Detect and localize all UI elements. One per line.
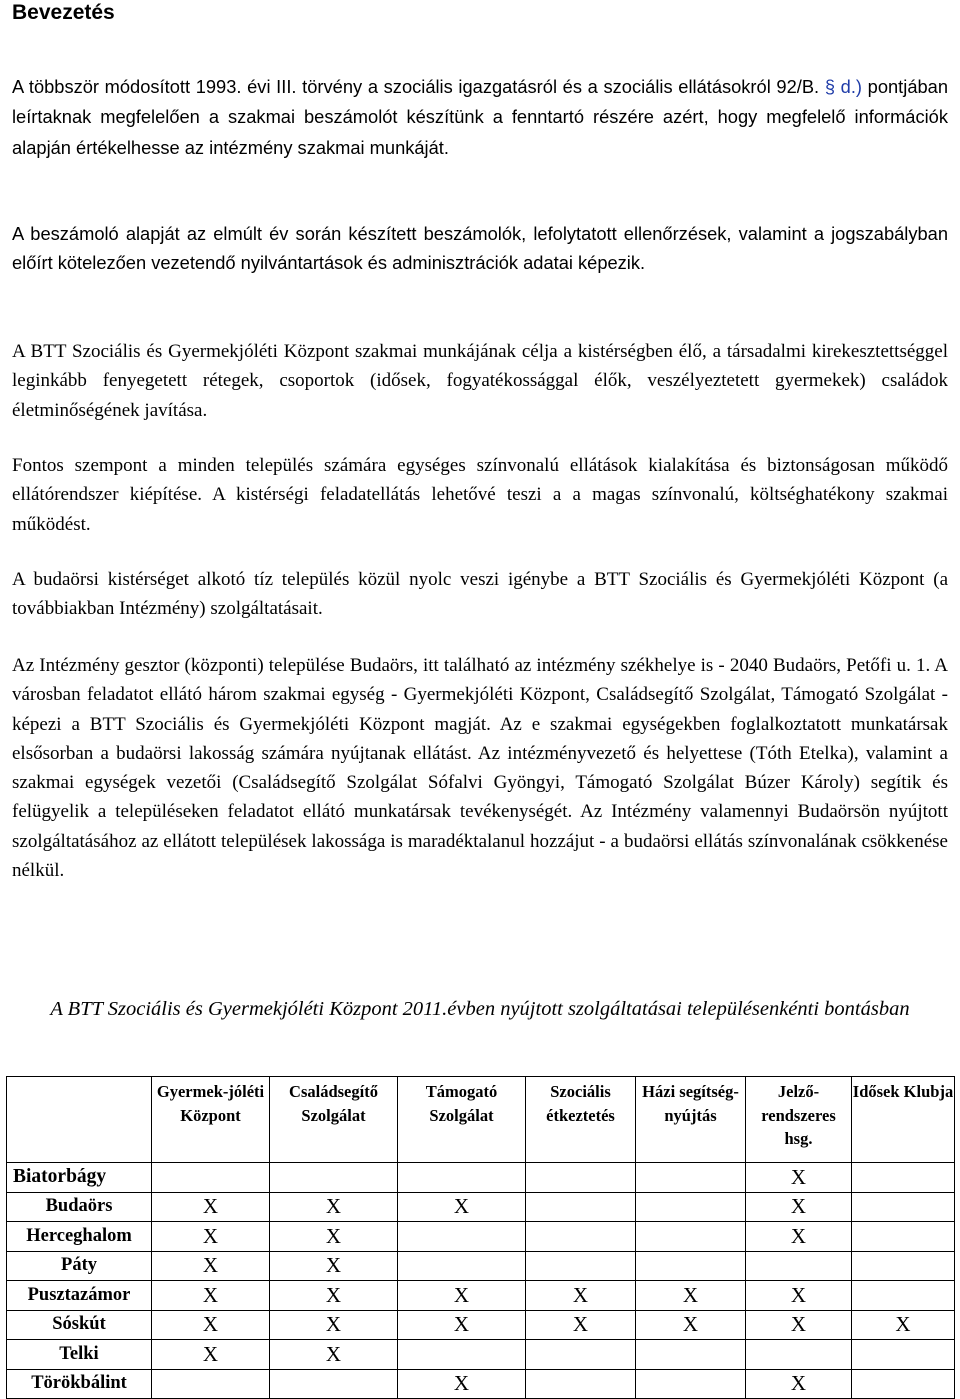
service-mark-cell: X bbox=[152, 1192, 270, 1222]
service-mark-cell bbox=[270, 1369, 398, 1399]
paragraph-basis: A beszámoló alapját az elmúlt év során készített beszámolók, lefolytatott ellenőrzések, valamint a jogszabályban előírt kötelezően vezetendő nyilvántartások és adminisztrációk adatai képezik. bbox=[12, 223, 948, 274]
service-mark-cell: X bbox=[746, 1369, 852, 1399]
service-mark-cell: X bbox=[526, 1281, 636, 1311]
section-reference-link[interactable]: § d.) bbox=[824, 76, 862, 97]
service-mark-cell: X bbox=[398, 1310, 526, 1340]
service-mark-cell: X bbox=[746, 1222, 852, 1252]
service-mark-cell: X bbox=[852, 1310, 955, 1340]
service-mark-cell bbox=[398, 1163, 526, 1193]
service-mark-cell: X bbox=[526, 1310, 636, 1340]
service-mark-cell bbox=[636, 1192, 746, 1222]
service-mark-cell bbox=[636, 1369, 746, 1399]
column-header: Gyermek-jóléti Központ bbox=[152, 1077, 270, 1163]
settlement-name: Budaörs bbox=[7, 1192, 152, 1222]
paragraph-priority: Fontos szempont a minden település számára egységes színvonalú ellátások kialakítása és biztonságosan működő ellátórendszer kiépítése. A kistérségi feladatellátás lehetővé teszi a a magas színvonalú, költséghatékony szakmai működést. bbox=[12, 455, 948, 535]
service-mark-cell bbox=[526, 1163, 636, 1193]
table-row bbox=[7, 1369, 955, 1399]
column-header: Házi segítség-nyújtás bbox=[636, 1077, 746, 1163]
settlement-name: Törökbálint bbox=[7, 1369, 152, 1399]
service-mark-cell: X bbox=[270, 1340, 398, 1370]
table-header-row bbox=[7, 1077, 955, 1163]
service-mark-cell: X bbox=[270, 1251, 398, 1281]
service-mark-cell: X bbox=[746, 1163, 852, 1193]
service-mark-cell bbox=[746, 1340, 852, 1370]
service-mark-cell: X bbox=[398, 1281, 526, 1311]
service-mark-cell bbox=[398, 1251, 526, 1281]
service-mark-cell bbox=[636, 1251, 746, 1281]
paragraph-goal: A BTT Szociális és Gyermekjóléti Központ szakmai munkájának célja a kistérségben élő, a társadalmi kirekesztettséggel leginkább fenyegetett rétegek, csoportok (idősek, fogyatékossággal élők, veszélyeztetett gyermekek) családok életminőségének javítása. bbox=[12, 341, 948, 421]
table-row bbox=[7, 1281, 955, 1311]
paragraph-intro bbox=[12, 72, 948, 163]
service-mark-cell bbox=[746, 1251, 852, 1281]
service-mark-cell: X bbox=[270, 1310, 398, 1340]
service-mark-cell bbox=[398, 1340, 526, 1370]
service-mark-cell: X bbox=[398, 1369, 526, 1399]
service-mark-cell: X bbox=[270, 1192, 398, 1222]
service-mark-cell: X bbox=[152, 1310, 270, 1340]
service-mark-cell bbox=[526, 1192, 636, 1222]
table-row bbox=[7, 1340, 955, 1370]
service-mark-cell bbox=[398, 1222, 526, 1252]
table-row bbox=[7, 1163, 955, 1193]
table-row bbox=[7, 1251, 955, 1281]
service-mark-cell: X bbox=[746, 1192, 852, 1222]
settlement-name: Pusztazámor bbox=[7, 1281, 152, 1311]
service-mark-cell: X bbox=[636, 1281, 746, 1311]
header-empty-cell bbox=[7, 1077, 152, 1163]
service-mark-cell: X bbox=[746, 1310, 852, 1340]
column-header: Családsegítő Szolgálat bbox=[270, 1077, 398, 1163]
service-mark-cell bbox=[852, 1369, 955, 1399]
table-caption: A BTT Szociális és Gyermekjóléti Központ 2011.évben nyújtott szolgáltatásai településenkénti bontásban bbox=[50, 998, 910, 1020]
service-mark-cell: X bbox=[152, 1251, 270, 1281]
service-mark-cell: X bbox=[746, 1281, 852, 1311]
paragraph-intro-rest: pontjában leírtaknak megfelelően a szakmai beszámolót készítünk a fenntartó részére azért, hogy megfelelő információk alapján értékelhesse az intézmény szakmai munkáját. bbox=[12, 76, 948, 158]
service-mark-cell: X bbox=[152, 1281, 270, 1311]
service-mark-cell: X bbox=[636, 1310, 746, 1340]
table-row bbox=[7, 1192, 955, 1222]
settlement-name: Biatorbágy bbox=[7, 1163, 152, 1193]
page-heading: Bevezetés bbox=[12, 1, 115, 24]
service-mark-cell bbox=[636, 1340, 746, 1370]
column-header: Jelző-rendszeres hsg. bbox=[746, 1077, 852, 1163]
service-mark-cell bbox=[152, 1369, 270, 1399]
service-mark-cell bbox=[636, 1163, 746, 1193]
service-mark-cell: X bbox=[270, 1281, 398, 1311]
service-mark-cell bbox=[852, 1163, 955, 1193]
service-mark-cell: X bbox=[270, 1222, 398, 1252]
service-mark-cell bbox=[852, 1340, 955, 1370]
service-mark-cell: X bbox=[152, 1222, 270, 1252]
service-mark-cell: X bbox=[152, 1340, 270, 1370]
settlement-name: Páty bbox=[7, 1251, 152, 1281]
settlement-name: Telki bbox=[7, 1340, 152, 1370]
table-row bbox=[7, 1310, 955, 1340]
service-mark-cell bbox=[526, 1222, 636, 1252]
service-mark-cell bbox=[852, 1281, 955, 1311]
service-mark-cell bbox=[526, 1251, 636, 1281]
service-mark-cell bbox=[270, 1163, 398, 1193]
service-mark-cell bbox=[852, 1251, 955, 1281]
service-mark-cell bbox=[526, 1340, 636, 1370]
settlement-name: Sóskút bbox=[7, 1310, 152, 1340]
service-mark-cell bbox=[636, 1222, 746, 1252]
table-row bbox=[7, 1222, 955, 1252]
paragraph-intro-prefix: A többször módosított 1993. évi III. törvény a szociális igazgatásról és a szociális ellátásokról 92/B. bbox=[12, 76, 825, 97]
service-mark-cell: X bbox=[398, 1192, 526, 1222]
services-table bbox=[6, 1076, 955, 1399]
service-mark-cell bbox=[526, 1369, 636, 1399]
paragraph-settlements: A budaörsi kistérséget alkotó tíz település közül nyolc veszi igénybe a BTT Szociális és Gyermekjóléti Központ (a továbbiakban Intézmény) szolgáltatásait. bbox=[12, 569, 948, 620]
column-header: Szociális étkeztetés bbox=[526, 1077, 636, 1163]
settlement-name: Herceghalom bbox=[7, 1222, 152, 1252]
service-mark-cell bbox=[852, 1222, 955, 1252]
service-mark-cell bbox=[152, 1163, 270, 1193]
paragraph-organization: Az Intézmény gesztor (központi) települése Budaörs, itt található az intézmény székhelye is - 2040 Budaörs, Petőfi u. 1. A városban feladatot ellátó három szakmai egység - Gyermekjóléti Központ, Családsegítő Szolgálat, Támogató Szolgálat - képezi a BTT Szociális és Gyermekjóléti Központ magját. Az e szakmai egységekben foglalkoztatott munkatársak elsősorban a budaörsi lakosság számára nyújtanak ellátást. Az intézményvezető és helyettese (Tóth Etelka), valamint a szakmai egységek vezetői (Családsegítő Szolgálat Sófalvi Gyöngyi, Támogató Szolgálat Búzer Károly) segítik és felügyelik a településeken feladatot ellátó munkatársak tevékenységét. Az Intézmény valamennyi Budaörsön nyújtott szolgáltatásához az ellátott települések lakossága is maradéktalanul hozzájut - a budaörsi ellátás színvonalának csökkenése nélkül. bbox=[12, 655, 948, 882]
service-mark-cell bbox=[852, 1192, 955, 1222]
column-header: Idősek Klubja bbox=[852, 1077, 955, 1163]
column-header: Támogató Szolgálat bbox=[398, 1077, 526, 1163]
